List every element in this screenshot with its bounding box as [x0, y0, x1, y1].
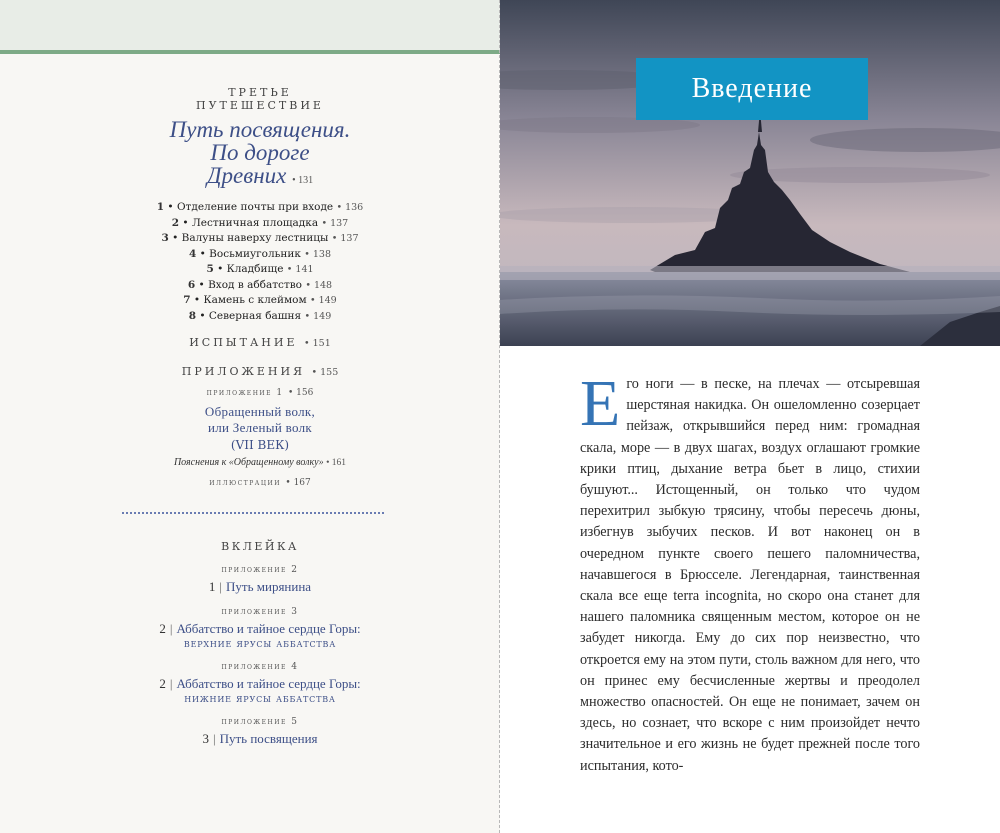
- illustrations-entry[interactable]: иллюстрации • 167: [209, 478, 311, 488]
- insert-item-label: приложение 5: [221, 717, 299, 727]
- insert-item[interactable]: 3 | Путь посвящения: [202, 731, 318, 746]
- part-page: 131: [298, 175, 314, 186]
- body-paragraph: го ноги — в песке, на плечах — отсыревшая шерстяная накидка. Он ошеломленно созерцает пейзаж, открывшийся перед ним: громадная скала, море — в двух шагах, воздух оглашают громкие крики птиц, дыхание ветра бьет в лицо, стихии бушуют... Истощенный, он только что чудом перехитрил зыбкую трясину, чтобы пересечь дюны, избегнув зыбучих песков. И вот наконец он в очередном пункте своего пешего паломничества, начавшегося в Брюсселе. Легендарная, таинственная скала все еще terra incognita, но скоро она станет для нашего паломника священным местом, которое он не забудет никогда. Ему до сих пор неизвестно, что откроется ему на этом пути, столь важном для него, что он принес ему бесчисленные жертвы и преодолел множество опасностей. Он еще не понимает, зачем он здесь, но сознает, что вскоре с ним произойдет нечто значительное и его жизнь не будет прежней после того испытания, кото-: [580, 376, 920, 774]
- insert-heading: ВКЛЕЙКА: [221, 540, 299, 553]
- trial-entry[interactable]: ИСПЫТАНИЕ • 151: [189, 336, 331, 349]
- photo-illustration: [500, 0, 1000, 346]
- insert-item[interactable]: 2 | Аббатство и тайное сердце Горы:: [159, 676, 361, 691]
- chapter-heading-box: [636, 58, 868, 120]
- insert-item-label: приложение 2: [221, 565, 299, 575]
- chapter-item[interactable]: 6 • Вход в аббатство • 148: [187, 278, 333, 291]
- insert-item[interactable]: 1 | Путь мирянина: [208, 579, 312, 594]
- part-title: [95, 118, 425, 192]
- chapter-item[interactable]: 8 • Северная башня • 149: [188, 309, 332, 322]
- appendices-entry[interactable]: ПРИЛОЖЕНИЯ • 155: [181, 365, 339, 378]
- insert-item-label: приложение 3: [221, 607, 299, 617]
- part-title-line1: Путь посвящения.: [169, 117, 351, 142]
- insert-item-subtitle: верхние ярусы аббатства: [183, 637, 337, 650]
- part-title-line2: По дороге: [210, 140, 310, 165]
- chapter-item[interactable]: 3 • Валуны наверху лестницы • 137: [161, 232, 359, 244]
- appendix1-note[interactable]: Пояснения к «Обращенному волку» • 161: [173, 457, 347, 468]
- appendix1-title[interactable]: Обращенный волк, или Зеленый волк: [204, 404, 316, 435]
- part-label-line1: ТРЕТЬЕ: [228, 86, 292, 99]
- insert-item-label: приложение 4: [221, 662, 299, 672]
- appendix1-label: приложение 1 • 156: [206, 388, 314, 398]
- table-of-contents: [95, 86, 425, 488]
- chapter-heading: Введение: [691, 73, 813, 104]
- drop-cap: Е: [580, 367, 621, 440]
- chapter-item[interactable]: 1 • Отделение почты при входе • 136: [156, 201, 364, 213]
- chapter-list: [95, 200, 425, 324]
- chapter-item[interactable]: 2 • Лестничная площадка • 137: [171, 216, 349, 229]
- part-title-line3: Древних • 131: [206, 163, 314, 188]
- insert-section: [95, 540, 425, 747]
- chapter-item[interactable]: 5 • Кладбище • 141: [206, 263, 314, 275]
- chapter-item[interactable]: 4 • Восьмиугольник • 138: [188, 247, 332, 260]
- chapter-item[interactable]: 7 • Камень с клеймом • 149: [183, 294, 337, 306]
- dotted-divider: [122, 512, 384, 514]
- part-label-line2: ПУТЕШЕСТВИЕ: [196, 99, 324, 112]
- body-text: [580, 367, 920, 777]
- insert-item-subtitle: нижние ярусы аббатства: [184, 692, 336, 705]
- mont-saint-michel-photo: [500, 0, 1000, 346]
- appendix1-century: (VII ВЕК): [230, 438, 290, 452]
- part-title-line3-text: Древних: [206, 163, 287, 188]
- top-color-band: [0, 0, 500, 54]
- insert-item[interactable]: 2 | Аббатство и тайное сердце Горы:: [159, 621, 361, 636]
